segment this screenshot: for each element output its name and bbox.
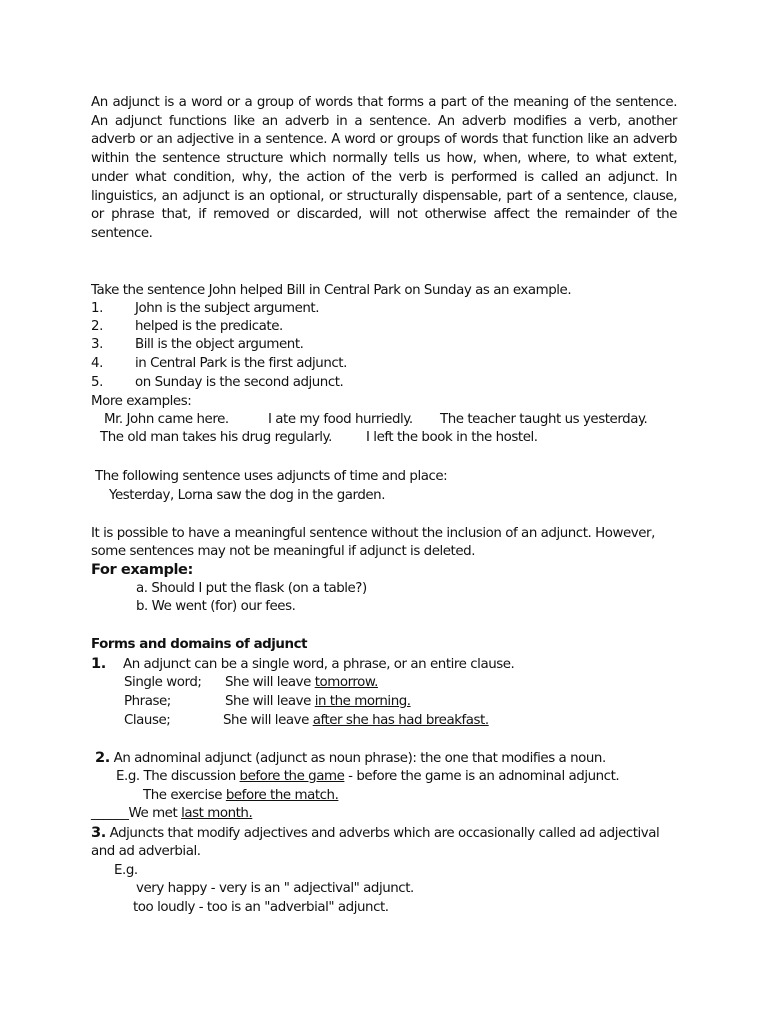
intro-paragraph: An adjunct is a word or a group of words that forms a part of the meaning of the sentence. An adjunct functions like an adverb in a sentence. An adverb modifies a verb, another adverb or an adjective in a sentence. A word or groups of words that function like an adverb within the sentence structure which normally tells us how, when, where, to what extent, under what condition, why, the action of the verb is performed is called an adjunct. In linguistics, an adjunct is an optional, or structurally dispensable, part of a sentence, clause, or phrase that, if removed or discarded, will not otherwise affect the remainder of the sentence. xyxy=(91,95,677,241)
form-row xyxy=(124,693,411,711)
form-label: Single word; xyxy=(124,675,202,690)
meaningful-line: It is possible to have a meaningful sentence without the inclusion of an adjunct. However, xyxy=(91,526,655,541)
section-3-continued: and ad adverbial. xyxy=(91,844,201,859)
for-example-label: For example: xyxy=(91,561,193,578)
adnominal-eg: E.g. The discussion before the game - before the game is an adnominal adjunct. xyxy=(116,769,620,784)
list-number: 2. xyxy=(91,319,103,334)
list-text: John is the subject argument. xyxy=(135,301,320,316)
form-label: Phrase; xyxy=(124,694,171,709)
section-number: 2. xyxy=(95,749,110,766)
list-item xyxy=(91,336,303,354)
blank-line: ______ xyxy=(91,806,129,821)
form-row xyxy=(124,712,489,730)
adverbial-example: too loudly - too is an "adverbial" adjunct. xyxy=(133,900,389,915)
section-2 xyxy=(95,749,606,768)
list-item xyxy=(91,318,283,336)
list-number: 5. xyxy=(91,375,103,390)
more-example: I left the book in the hostel. xyxy=(366,430,538,445)
form-example: She will leave after she has had breakfast. xyxy=(223,713,489,728)
list-item xyxy=(91,374,343,392)
adjectival-example: very happy - very is an " adjectival" adjunct. xyxy=(136,881,414,896)
list-item xyxy=(91,300,319,318)
form-row xyxy=(124,674,378,692)
list-text: helped is the predicate. xyxy=(135,319,283,334)
list-text: on Sunday is the second adjunct. xyxy=(135,375,344,390)
section-1 xyxy=(91,655,514,674)
list-text: Bill is the object argument. xyxy=(135,337,304,352)
list-item xyxy=(91,355,347,373)
list-number: 4. xyxy=(91,356,103,371)
time-place-lead: The following sentence uses adjuncts of time and place: xyxy=(95,469,448,484)
adnominal-example: The exercise before the match. xyxy=(143,788,339,803)
example-b: b. We went (for) our fees. xyxy=(136,599,296,614)
form-label: Clause; xyxy=(124,713,171,728)
list-number: 1. xyxy=(91,301,103,316)
section-number: 1. xyxy=(91,655,106,672)
adnominal-example: ______We met last month. xyxy=(91,806,253,821)
more-example: The old man takes his drug regularly. xyxy=(100,430,332,445)
section-text: Adjuncts that modify adjectives and adverbs which are occasionally called ad adjectival xyxy=(109,826,660,841)
eg-label: E.g. xyxy=(114,863,138,878)
more-example: I ate my food hurriedly. xyxy=(268,412,413,427)
time-place-example: Yesterday, Lorna saw the dog in the garden. xyxy=(109,488,386,503)
section-text: An adnominal adjunct (adjunct as noun phrase): the one that modifies a noun. xyxy=(113,751,606,766)
section-text: An adjunct can be a single word, a phrase, or an entire clause. xyxy=(123,657,515,672)
form-example: She will leave tomorrow. xyxy=(225,675,378,690)
forms-heading: Forms and domains of adjunct xyxy=(91,637,308,652)
form-example: She will leave in the morning. xyxy=(225,694,411,709)
more-examples-label: More examples: xyxy=(91,394,192,409)
more-example: Mr. John came here. xyxy=(104,412,229,427)
list-number: 3. xyxy=(91,337,103,352)
list-text: in Central Park is the first adjunct. xyxy=(135,356,347,371)
more-example: The teacher taught us yesterday. xyxy=(440,412,648,427)
section-number: 3. xyxy=(91,824,106,841)
example-a: a. Should I put the flask (on a table?) xyxy=(136,581,367,596)
section-3 xyxy=(91,824,659,843)
example-lead: Take the sentence John helped Bill in Central Park on Sunday as an example. xyxy=(91,283,572,298)
meaningful-line: some sentences may not be meaningful if adjunct is deleted. xyxy=(91,544,475,559)
